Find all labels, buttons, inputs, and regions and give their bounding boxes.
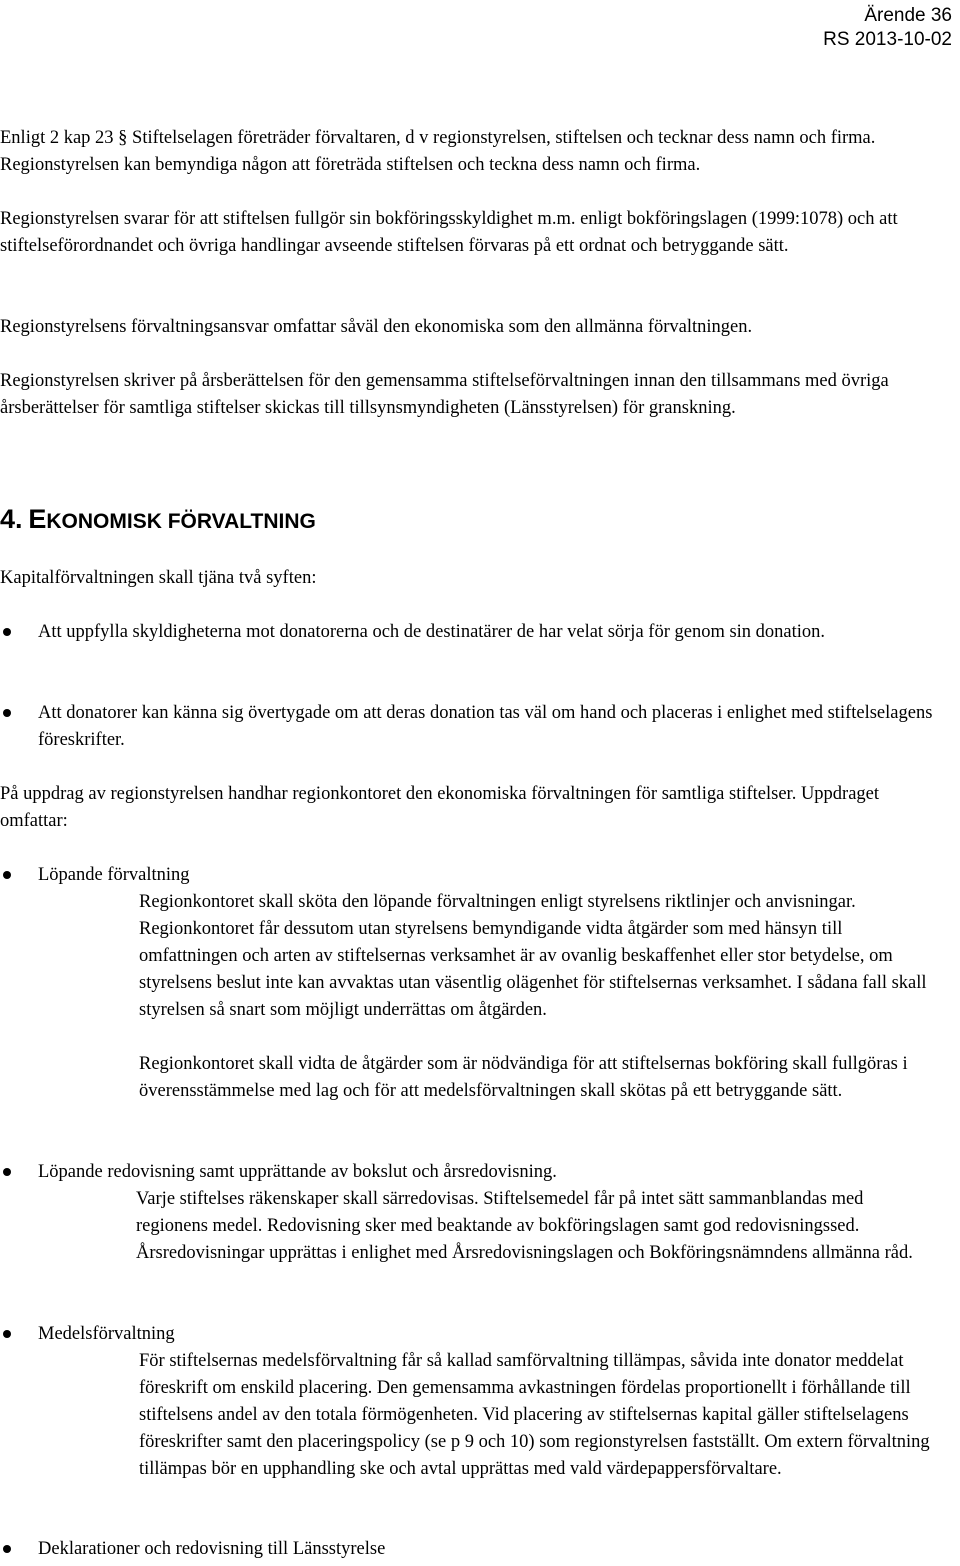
aim-item: Att uppfylla skyldigheterna mot donatorerna och de destinatärer de har velat sörja för genom sin donation.	[38, 622, 826, 642]
paragraph-accounting-duty: Regionstyrelsen svarar för att stiftelsen fullgör sin bokföringsskyldighet m.m. enligt bokföringslagen (1999:1078) och att stiftelseförordnandet och övriga handlingar avseende stiftelsen förvaras på ett ordnat och betryggande sätt.	[0, 209, 898, 256]
case-number: Ärende 36	[864, 5, 952, 26]
paragraph-representation: Enligt 2 kap 23 § Stiftelselagen företräder förvaltaren, d v regionstyrelsen, stiftelsen och tecknar dess namn och firma. Regionstyrelsen kan bemyndiga någon att företräda stiftelsen och teckna dess namn och firma.	[0, 128, 876, 175]
bullet-icon	[3, 709, 11, 717]
task-title: Löpande förvaltning	[38, 865, 190, 885]
task-body: Regionkontoret skall sköta den löpande förvaltningen enligt styrelsens riktlinjer och anvisningar. Regionkontoret får dessutom utan styrelsens bemyndigande vidta åtgärder som med hänsyn till omfattningen och arten av stiftelsernas verksamhet är av ovanlig beskaffenhet eller stor betydelse, om styrelsens beslut inte kan avvaktas utan väsentlig olägenhet för stiftelsernas verksamhet. I sådana fall skall styrelsen så snart som möjligt underrättas om åtgärden.	[139, 892, 927, 1020]
bullet-icon	[3, 1168, 11, 1176]
task-body: För stiftelsernas medelsförvaltning får så kallad samförvaltning tillämpas, såvida inte donator meddelat föreskrift om enskild placering. Den gemensamma avkastningen fördelas proportionellt i förhållande till stiftelsens andel av den totala förmögenheten. Vid placering av stiftelsernas kapital gäller stiftelselagens föreskrifter samt den placeringspolicy (se p 9 och 10) som regionstyrelsen fastställt. Om extern förvaltning tillämpas bör en upphandling ske och avtal upprättas med vald värdepappersförvaltare.	[139, 1351, 930, 1479]
task-title: Medelsförvaltning	[38, 1324, 175, 1344]
section-title-rest: KONOMISK FÖRVALTNING	[46, 510, 316, 533]
section-number: 4.	[0, 504, 23, 534]
paragraph-management-responsibility: Regionstyrelsens förvaltningsansvar omfattar såväl den ekonomiska som den allmänna förvaltningen.	[0, 317, 753, 337]
bullet-icon	[3, 628, 11, 636]
task-title: Deklarationer och redovisning till Länsstyrelse	[38, 1539, 386, 1559]
paragraph-assignment: På uppdrag av regionstyrelsen handhar regionkontoret den ekonomiska förvaltningen för samtliga stiftelser. Uppdraget omfattar:	[0, 784, 880, 831]
aim-item: Att donatorer kan känna sig övertygade om att deras donation tas väl om hand och placeras i enlighet med stiftelselagens föreskrifter.	[38, 703, 933, 750]
bullet-icon	[3, 871, 11, 879]
bullet-icon	[3, 1545, 11, 1553]
document-header	[823, 4, 952, 52]
task-body: Varje stiftelses räkenskaper skall särredovisas. Stiftelsemedel får på intet sätt sammanblandas med regionens medel. Redovisning sker med beaktande av bokföringslagen samt god redovisningssed. Årsredovisningar upprättas i enlighet med Årsredovisningslagen och Bokföringsnämndens allmänna råd.	[136, 1189, 913, 1263]
section-title-initial: E	[28, 504, 47, 534]
section-intro: Kapitalförvaltningen skall tjäna två syften:	[0, 568, 317, 588]
task-title: Löpande redovisning samt upprättande av bokslut och årsredovisning.	[38, 1162, 557, 1182]
task-body: Regionkontoret skall vidta de åtgärder som är nödvändiga för att stiftelsernas bokföring skall fullgöras i överensstämmelse med lag och för att medelsförvaltningen skall skötas på ett betryggande sätt.	[139, 1054, 908, 1101]
section-heading	[0, 505, 316, 536]
document-reference: RS 2013-10-02	[823, 29, 952, 50]
paragraph-annual-report: Regionstyrelsen skriver på årsberättelsen för den gemensamma stiftelseförvaltningen innan den tillsammans med övriga årsberättelser för samtliga stiftelser skickas till tillsynsmyndigheten (Länsstyrelsen) för granskning.	[0, 371, 889, 418]
bullet-icon	[3, 1330, 11, 1338]
